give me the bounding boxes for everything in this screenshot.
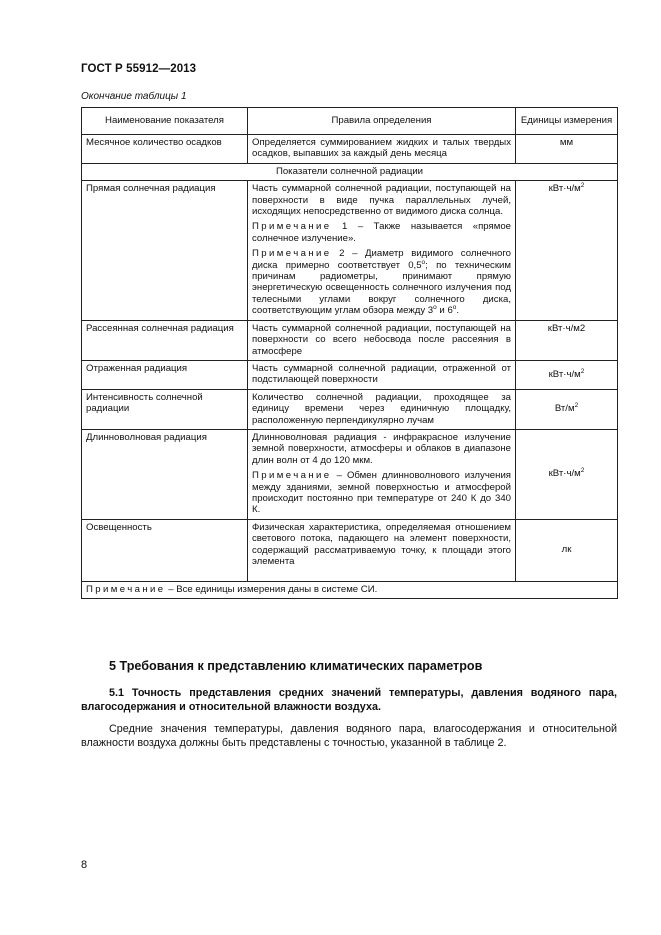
row-name: Прямая солнечная радиация (82, 181, 248, 320)
row-rule (248, 389, 516, 429)
rule-text: Длинноволновая радиация - инфракрасное излучение земной поверхности, атмосферы и облаков в диапазоне длин волн от 4 до 120 мкм. (252, 431, 511, 466)
table-row (82, 360, 618, 389)
row-name: Длинноволновая радиация (82, 429, 248, 519)
section-heading: 5 Требования к представлению климатических параметров (109, 659, 483, 673)
note-text: – Обмен длинноволнового излучения между зданиями, земной поверхностью и атмосферой происходит постоянно при температуре от 240 К до 340 К. (252, 470, 511, 516)
table-note-row (82, 581, 618, 598)
unit-exponent: 2 (580, 182, 585, 190)
header-definition-rules: Правила определения (248, 108, 516, 135)
section-row (82, 163, 618, 180)
rule-text: Определяется суммированием жидких и талых твердых осадков, выпавших за каждый день месяца (252, 137, 511, 160)
header-units: Единицы измерения (516, 108, 618, 135)
row-name: Месячное количество осадков (82, 135, 248, 164)
table-row (82, 135, 618, 164)
header-parameter-name: Наименование показателя (82, 108, 248, 135)
note-label: Примечание (252, 470, 332, 482)
row-rule (248, 519, 516, 581)
document-code: ГОСТ Р 55912—2013 (81, 63, 197, 75)
table-row (82, 181, 618, 320)
page-number: 8 (81, 859, 88, 871)
unit-exponent: 2 (574, 401, 579, 409)
table-row (82, 429, 618, 519)
unit-base: кВт·ч/м (548, 183, 581, 195)
degree-mark: о (452, 304, 457, 312)
unit-exponent: 2 (580, 367, 585, 375)
row-rule (248, 429, 516, 519)
table-caption: Окончание таблицы 1 (81, 91, 187, 102)
table-row (82, 389, 618, 429)
row-rule (248, 135, 516, 164)
rule-text: Часть суммарной солнечной радиации, поступающей на поверхности со всего небосвода после рассеяния в атмосфере (252, 322, 511, 357)
row-rule (248, 360, 516, 389)
degree-mark: о (433, 304, 437, 312)
rule-note-2 (252, 248, 511, 316)
subsection-heading: 5.1 Точность представления средних значений температуры, давления водяного пара, влагосодержания и относительной влажности воздуха. (81, 687, 617, 713)
note-text: 2 – Диаметр видимого солнечного диска примерно соответствует 0,5 (252, 248, 511, 271)
rule-text: Физическая характеристика, определяемая отношением светового потока, падающего на элемент поверхности, содержащий рассматриваемую точку, к площади этого элемента (252, 521, 511, 567)
row-unit (516, 181, 618, 320)
unit-base: Вт/м (554, 403, 575, 415)
table-row (82, 519, 618, 581)
unit-base: кВт·ч/м (548, 468, 581, 480)
note-text: и 6 (436, 305, 453, 317)
rule-note-1 (252, 221, 511, 244)
row-rule (248, 181, 516, 320)
degree-mark: о (421, 258, 426, 266)
row-unit (516, 389, 618, 429)
row-unit (516, 429, 618, 519)
unit-base: кВт·ч/м (548, 368, 581, 380)
row-unit: мм (516, 135, 618, 164)
row-unit: лк (516, 519, 618, 581)
row-name: Интенсивность солнечной радиации (82, 389, 248, 429)
note-text: . (456, 305, 460, 317)
unit-exponent: 2 (580, 466, 585, 474)
row-unit (516, 360, 618, 389)
note-text: – Все единицы измерения даны в системе СИ. (165, 583, 378, 595)
row-unit: кВт·ч/м2 (516, 320, 618, 360)
rule-text: Часть суммарной солнечной радиации, отраженной от подстилающей поверхности (252, 362, 511, 386)
table-row (82, 320, 618, 360)
rule-text: Количество солнечной радиации, проходящее за единицу времени через единичную площадку, расположенную перпендикулярно лучам (252, 391, 511, 426)
row-name: Освещенность (82, 519, 248, 581)
table-header-row (82, 108, 618, 135)
rule-text: Часть суммарной солнечной радиации, поступающей на поверхности в виде пучка параллельных лучей, исходящих непосредственно от видимого диска солнца. (252, 183, 511, 218)
body-paragraph: Средние значения температуры, давления водяного пара, влагосодержания и относительной влажности воздуха должны быть представлены с точностью, указанной в таблице 2. (81, 723, 617, 749)
note-text: 1 – Также называется «прямое солнечное излучение». (252, 221, 511, 244)
note-text: ; по техническим причинам радиометры, принимают прямую энергетическую освещенность солнечного излучения под телесными углами вокруг солнечного диска, соответствующим углам обзора между 3 (252, 259, 511, 317)
climate-parameters-table (81, 107, 618, 599)
row-name: Рассеянная солнечная радиация (82, 320, 248, 360)
note-label: Примечание (252, 221, 332, 233)
row-rule (248, 320, 516, 360)
note-label: Примечание (86, 583, 166, 595)
table-footnote (82, 581, 618, 598)
row-name: Отраженная радиация (82, 360, 248, 389)
rule-note (252, 470, 511, 516)
note-label: Примечание (252, 248, 332, 260)
section-solar-radiation: Показатели солнечной радиации (82, 163, 618, 180)
